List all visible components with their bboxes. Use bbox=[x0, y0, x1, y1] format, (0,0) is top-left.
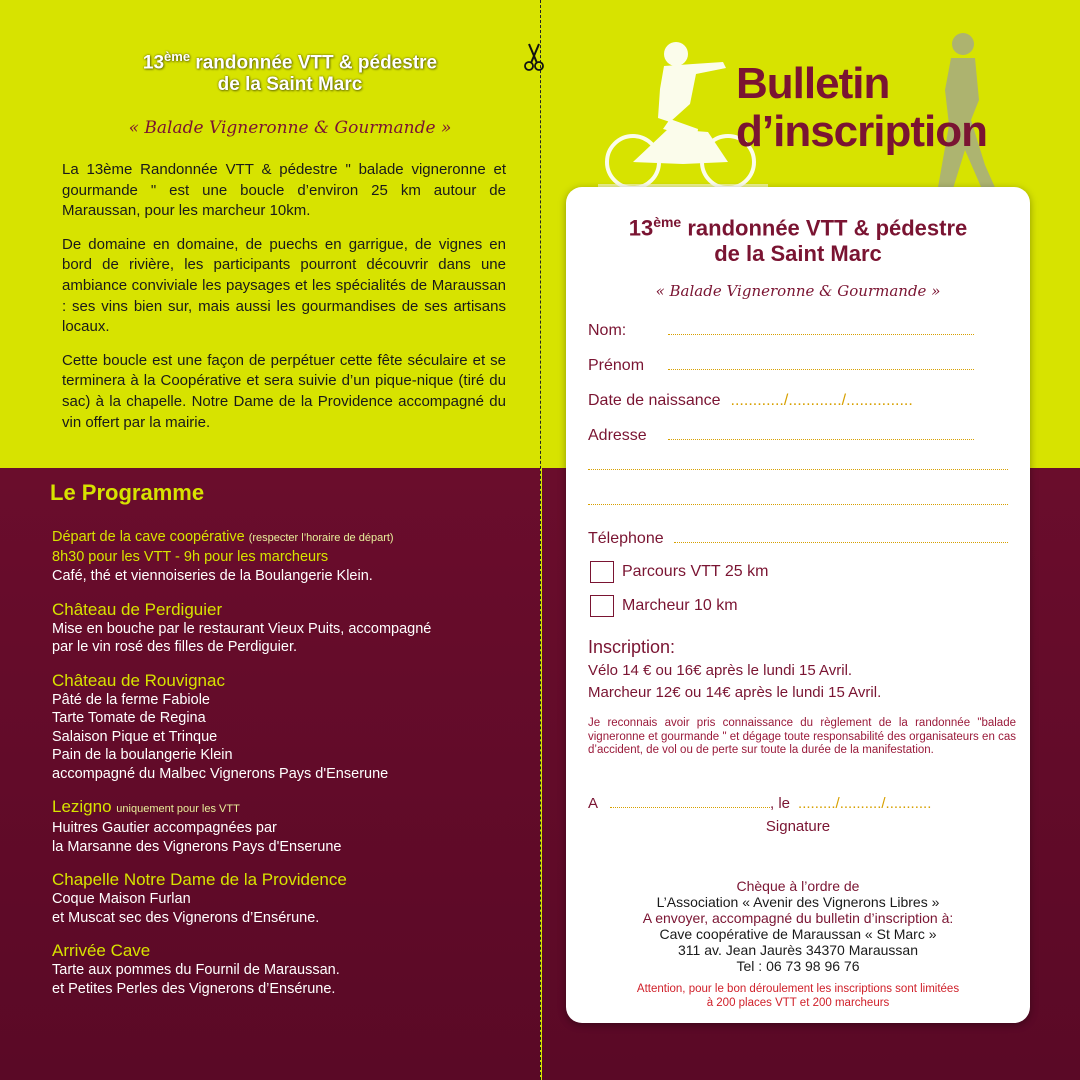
registration-form bbox=[566, 187, 1030, 1023]
programme-item-lezigno: Lezigno uniquement pour les VTT Huitres Gautier accompagnées par la Marsanne des Vignerons Pays d'Enserune bbox=[52, 797, 342, 855]
programme-title: Le Programme bbox=[50, 480, 205, 505]
nom-field[interactable]: Nom: bbox=[588, 322, 974, 340]
telephone-field[interactable]: Télephone bbox=[588, 530, 1008, 548]
cut-line bbox=[540, 0, 541, 1080]
adresse-line-2[interactable] bbox=[588, 469, 1008, 470]
signature-label: Signature bbox=[765, 818, 831, 835]
intro-paragraph: De domaine en domaine, de puechs en garrigue, de vignes en bord de rivière, les participants pourront découvrir dans une ambiance conviviale les paysages et les spécialités de Maraussan : ses vins bien sur, mais aussi les gourmandises de ses artisans locaux. bbox=[62, 235, 506, 336]
option-vtt[interactable]: Parcours VTT 25 km bbox=[590, 561, 768, 583]
programme-item-chapelle: Chapelle Notre Dame de la Providence Coque Maison Furlan et Muscat sec des Vignerons d’Ensérune. bbox=[52, 870, 347, 926]
form-title: 13ème randonnée VTT & pédestre de la Saint Marc bbox=[628, 214, 968, 267]
intro-subtitle: « Balade Vigneronne & Gourmande » bbox=[128, 118, 452, 138]
date-naissance-field[interactable]: Date de naissance ............/............/............... bbox=[588, 392, 913, 409]
disclaimer-text: Je reconnais avoir pris connaissance du règlement de la randonnée "balade vigneronne et gourmande " et dégage toute responsabilité des organisateurs en cas d’accident, de vol ou de perte sur toute la durée de la manifestation. bbox=[588, 717, 1016, 756]
adresse-line-3[interactable] bbox=[588, 504, 1008, 505]
price-velo: Vélo 14 € ou 16€ après le lundi 15 Avril. bbox=[588, 662, 853, 679]
form-subtitle: « Balade Vigneronne & Gourmande » bbox=[655, 282, 941, 300]
inscription-title: Inscription: bbox=[588, 637, 676, 657]
marcheur-checkbox[interactable] bbox=[590, 595, 614, 617]
intro-paragraph: La 13ème Randonnée VTT & pédestre " balade vigneronne et gourmande " est une boucle d’environ 25 km autour de Maraussan, pour les marcheur 10km. bbox=[62, 161, 506, 220]
programme-item-perdiguier: Château de Perdiguier Mise en bouche par le restaurant Vieux Puits, accompagné par le vin rosé des filles de Perdiguier. bbox=[52, 599, 432, 655]
programme-list bbox=[52, 528, 522, 1012]
option-marcheur[interactable]: Marcheur 10 km bbox=[590, 595, 738, 617]
scissors-icon bbox=[522, 42, 546, 72]
intro-body bbox=[62, 160, 506, 446]
intro-paragraph: Cette boucle est une façon de perpétuer cette fête séculaire et se terminera à la Coopérative et sera suivie d’un pique-nique (tiré du sac) à la chapelle. Notre Dame de la Providence accompagné du vin offert par la mairie. bbox=[62, 351, 506, 431]
programme-item-depart: Départ de la cave coopérative (respecter l’horaire de départ) 8h30 pour les VTT - 9h pour les marcheurs Café, thé et viennoiseries de la Boulangerie Klein. bbox=[52, 529, 394, 584]
programme-item-arrivee: Arrivée Cave Tarte aux pommes du Fournil de Maraussan. et Petites Perles des Vignerons d’Ensérune. bbox=[52, 941, 340, 997]
price-marcheur: Marcheur 12€ ou 14€ après le lundi 15 Avril. bbox=[588, 684, 882, 701]
intro-title: 13ème randonnée VTT & pédestre de la Saint Marc bbox=[142, 49, 438, 96]
programme-item-rouvignac: Château de Rouvignac Pâté de la ferme Fabiole Tarte Tomate de Regina Salaison Pique et Trinque Pain de la boulangerie Klein accompagné du Malbec Vignerons Pays d'Enserune bbox=[52, 670, 389, 782]
place-date-field[interactable]: A , le ........./........../........... bbox=[588, 795, 932, 812]
attention-note: Attention, pour le bon déroulement les inscriptions sont limitées à 200 places VTT et 200 marcheurs bbox=[636, 983, 960, 1009]
adresse-field[interactable]: Adresse bbox=[588, 427, 974, 445]
page-title: Bulletin d’inscription bbox=[736, 59, 987, 156]
cheque-info: Chèque à l’ordre de L’Association « Avenir des Vignerons Libres » A envoyer, accompagné du bulletin d’inscription à: Cave coopérative de Maraussan « St Marc » 311 av. Jean Jaurès 34370 Maraussan Tel : 06 73 98 96 76 bbox=[642, 878, 954, 974]
vtt-checkbox[interactable] bbox=[590, 561, 614, 583]
prenom-field[interactable]: Prénom bbox=[588, 357, 974, 375]
